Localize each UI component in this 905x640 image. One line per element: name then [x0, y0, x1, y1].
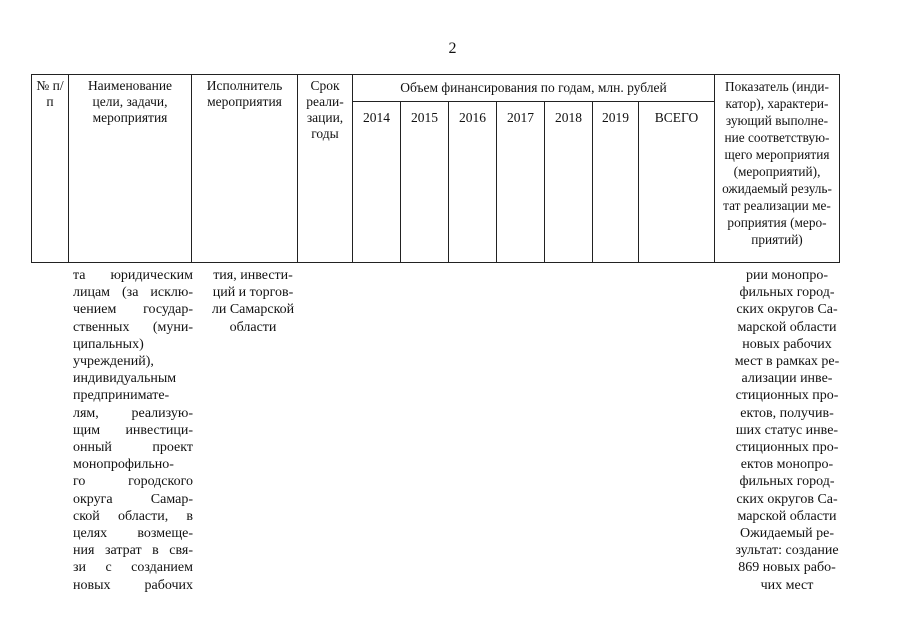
indicator-line: новых рабочих	[742, 336, 832, 352]
name-line: ственных (муни-	[73, 319, 193, 335]
indicator-line: мест в рамках ре-	[734, 354, 840, 370]
page-number: 2	[448, 40, 457, 57]
name-line: чением государ-	[73, 302, 193, 318]
header-year-2017: 2017	[497, 102, 545, 263]
indicator-line: ших статус инве-	[735, 422, 839, 438]
header-total: ВСЕГО	[639, 102, 715, 263]
name-line: учреждений),	[73, 354, 154, 370]
name-line: щим инвестици-	[73, 422, 193, 438]
continuation-executor-column	[198, 267, 308, 336]
indicator-line: ских округов Са-	[736, 302, 838, 318]
header-indicator: Показатель (инди- катор), характери- зующий выполне- ние соответствую- щего мероприятия (мероприятий), ожидаемый резуль- тат реализации ме- роприятия (меро- приятий)	[715, 75, 840, 263]
continuation-name-column	[73, 267, 193, 594]
indicator-line: рии монопро-	[746, 268, 828, 283]
header-year-2015: 2015	[401, 102, 449, 263]
name-line: го городского	[73, 474, 193, 490]
indicator-line: ектов, получив-	[740, 405, 834, 421]
name-line: онный проект	[73, 440, 193, 456]
name-line: индивидуальным	[73, 371, 177, 387]
indicator-line: стиционных про-	[735, 440, 839, 456]
indicator-line: 869 новых рабо-	[738, 560, 836, 576]
indicator-line: ектов монопро-	[740, 457, 834, 473]
indicator-line: ализации инве-	[741, 371, 833, 387]
header-executor: Исполнитель мероприятия	[192, 75, 298, 263]
executor-line: ли Самарской	[211, 302, 295, 318]
continuation-indicator-column	[726, 267, 848, 594]
executor-line: ций и торгов-	[212, 285, 294, 301]
name-line: ской области, в	[73, 508, 193, 524]
name-line: новых рабочих	[73, 577, 193, 593]
name-line: округа Самар-	[73, 491, 193, 507]
financing-table	[31, 74, 840, 263]
name-line: зи с созданием	[73, 560, 193, 576]
name-line: ния затрат в свя-	[73, 543, 193, 559]
indicator-line: Ожидаемый ре-	[740, 526, 834, 542]
header-num: № п/п	[32, 75, 69, 263]
header-term: Срок реали- зации, годы	[298, 75, 353, 263]
name-line: лицам (за исклю-	[73, 285, 193, 301]
header-year-2016: 2016	[449, 102, 497, 263]
name-line: та юридическим	[73, 268, 193, 283]
name-line: предпринимате-	[73, 388, 170, 404]
name-line: целях возмеще-	[73, 526, 193, 542]
name-line: монопрофильно-	[73, 457, 174, 473]
header-year-2019: 2019	[593, 102, 639, 263]
indicator-line: фильных город-	[739, 474, 835, 490]
header-financing: Объем финансирования по годам, млн. рублей	[353, 75, 715, 102]
header-year-2014: 2014	[353, 102, 401, 263]
indicator-line: ских округов Са-	[736, 491, 838, 507]
executor-line: области	[229, 319, 277, 335]
indicator-line: чих мест	[760, 577, 814, 593]
indicator-line: стиционных про-	[735, 388, 839, 404]
name-line: лям, реализую-	[73, 405, 193, 421]
header-year-2018: 2018	[545, 102, 593, 263]
indicator-line: марской области	[737, 508, 837, 524]
indicator-line: зультат: создание	[735, 543, 839, 559]
header-name: Наименование цели, задачи, мероприятия	[69, 75, 192, 263]
indicator-line: фильных город-	[739, 285, 835, 301]
indicator-line: марской области	[737, 319, 837, 335]
executor-line: тия, инвести-	[213, 268, 293, 283]
name-line: ципальных)	[73, 336, 144, 352]
